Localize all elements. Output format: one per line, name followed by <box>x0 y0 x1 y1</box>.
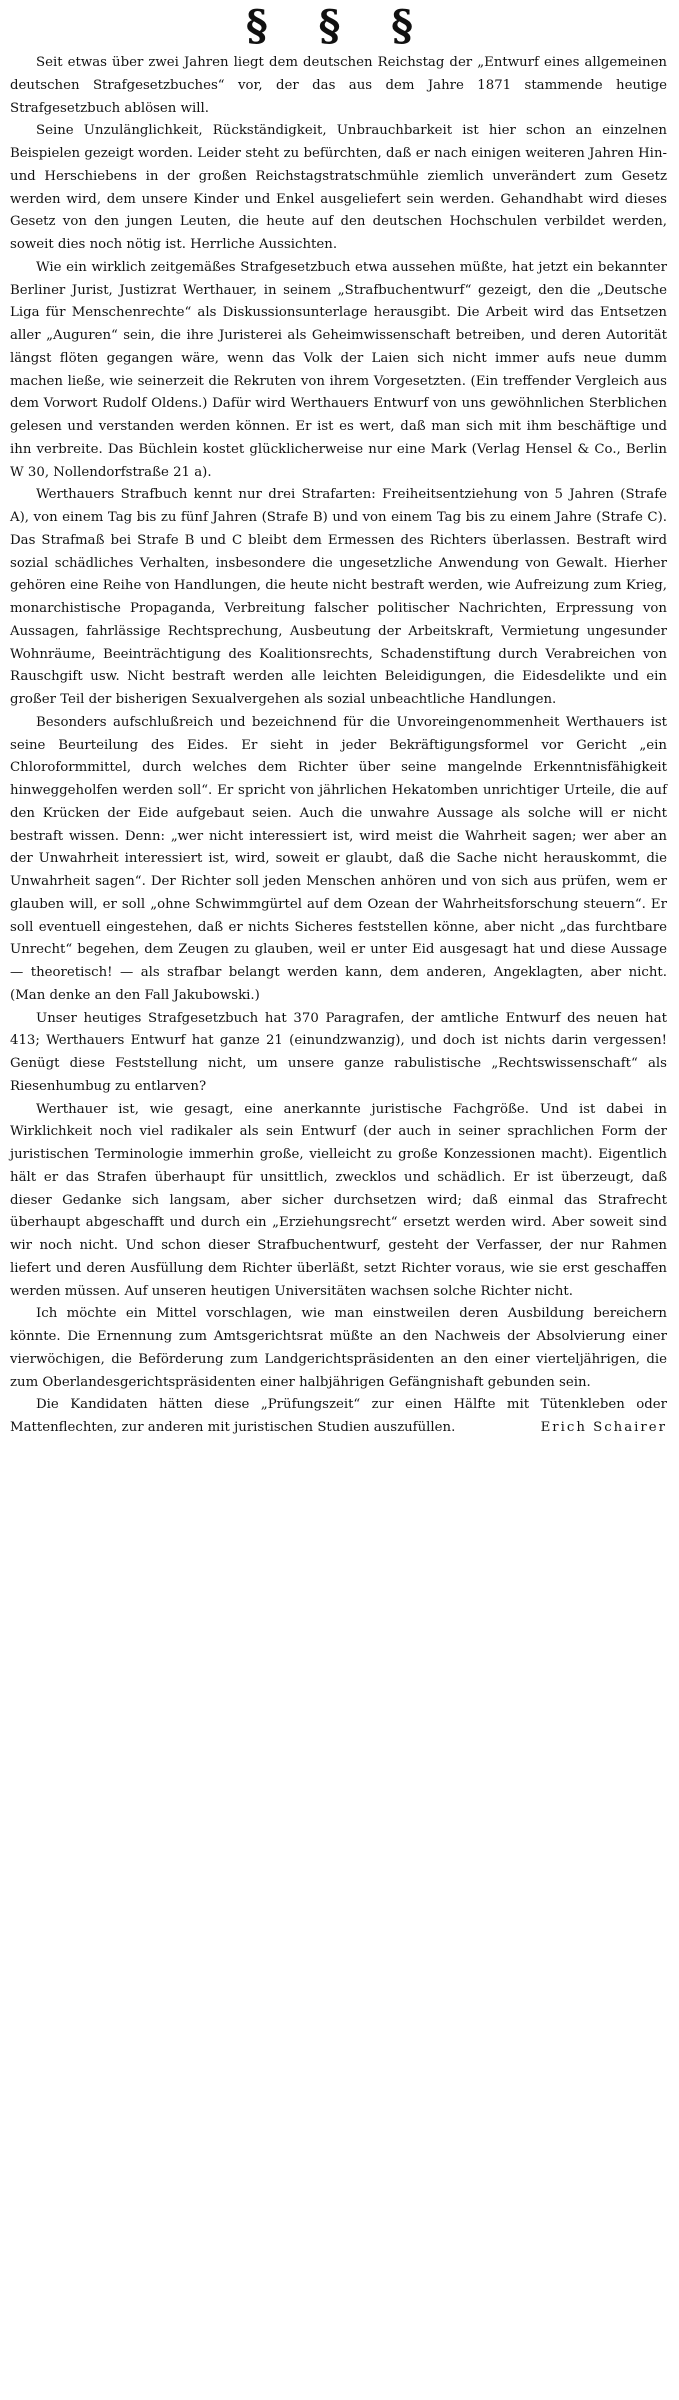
paragraph-closing <box>10 1394 667 1440</box>
closing-text: Die Kandidaten hätten diese „Prüfungszeit“ zur einen Hälfte mit Tütenkleben oder Mattenflechten, zur anderen mit juristischen Studien auszufüllen. <box>10 1397 667 1435</box>
paragraph-intro: Seit etwas über zwei Jahren liegt dem deutschen Reichstag der „Entwurf eines allgemeinen deutschen Strafgesetzbuches“ vor, der das aus dem Jahre 1871 stammende heutige Strafgesetzbuch ablösen will. <box>10 55 667 116</box>
paragraph-werthauer-draft: Wie ein wirklich zeitgemäßes Strafgesetzbuch etwa aussehen müßte, hat jetzt ein bekannter Berliner Jurist, Justizrat Werthauer, in seinem „Strafbuchentwurf“ gezeigt, den die „Deutsche Liga für Menschenrechte“ als Diskussionsunterlage herausgibt. Die Arbeit wird das Entsetzen aller „Auguren“ sein, die ihre Juristerei als Geheimwissenschaft betreiben, und deren Autorität längst flöten gegangen wäre, wenn das Volk der Laien sich nicht immer aufs neue dumm machen ließe, wie seinerzeit die Rekruten von ihrem Vorgesetzten. (Ein treffender Vergleich aus dem Vorwort Rudolf Oldens.) Dafür wird Werthauers Entwurf von uns gewöhnlichen Sterblichen gelesen und verstanden werden können. Er ist es wert, daß man sich mit ihm beschäftige und ihn verbreite. Das Büchlein kostet glücklicherweise nur eine Mark (Verlag Hensel & Co., Berlin W 30, Nollendorfstraße 21 a). <box>10 259 667 480</box>
paragraph-paragraph-count: Unser heutiges Strafgesetzbuch hat 370 Paragrafen, der amtliche Entwurf des neuen hat 413; Werthauers Entwurf hat ganze 21 (einundzwanzig), und doch ist nichts darin vergessen! Genügt diese Feststellung nicht, um unsere ganze rabulistische „Rechtswissenschaft“ als Riesenhumbug zu entlarven? <box>10 1010 667 1094</box>
author-signature: Erich Schairer <box>540 1420 667 1435</box>
paragraph-radical-view: Werthauer ist, wie gesagt, eine anerkannte juristische Fachgröße. Und ist dabei in Wirklichkeit noch viel radikaler als sein Entwurf (der auch in seiner sprachlichen Form der juristischen Terminologie immerhin große, vielleicht zu große Konzessionen macht). Eigentlich hält er das Strafen überhaupt für unsittlich, zwecklos und schädlich. Er ist überzeugt, daß dieser Gedanke sich langsam, aber sicher durchsetzen wird; daß einmal das Strafrecht überhaupt abgeschafft und durch ein „Erziehungsrecht“ ersetzt werden wird. Aber soweit sind wir noch nicht. Und schon dieser Strafbuchentwurf, gesteht der Verfasser, der nur Rahmen liefert und deren Ausfüllung dem Richter überläßt, setzt Richter voraus, wie sie erst geschaffen werden müssen. Auf unseren heutigen Universitäten wachsen solche Richter nicht. <box>10 1101 667 1299</box>
article-title: § § § <box>245 1 432 50</box>
paragraph-proposal: Ich möchte ein Mittel vorschlagen, wie man einstweilen deren Ausbildung bereichern könnte. Die Ernennung zum Amtsgerichtsrat müßte an den Nachweis der Absolvierung einer vierwöchigen, die Beförderung zum Landgerichtspräsidenten an den einer vierteljährigen, die zum Oberlandesgerichtspräsidenten einer halbjährigen Gefängnishaft gebunden sein. <box>10 1306 667 1390</box>
paragraph-penalty-types: Werthauers Strafbuch kennt nur drei Strafarten: Freiheitsentziehung von 5 Jahren (Strafe A), von einem Tag bis zu fünf Jahren (Strafe B) und von einem Tag bis zu einem Jahre (Strafe C). Das Strafmaß bei Strafe B und C bleibt dem Ermessen des Richters überlassen. Bestraft wird sozial schädliches Verhalten, insbesondere die ungesetzliche Anwendung von Gewalt. Hierher gehören eine Reihe von Handlungen, die heute nicht bestraft werden, wie Aufreizung zum Krieg, monarchistische Propaganda, Verbreitung falscher politischer Nachrichten, Erpressung von Aussagen, fahrlässige Rechtsprechung, Ausbeutung der Arbeitskraft, Vermietung ungesunder Wohnräume, Beeinträchtigung des Koalitionsrechts, Schadenstiftung durch Verabreichen von Rauschgift usw. Nicht bestraft werden alle leichten Beleidigungen, die Eidesdelikte und ein großer Teil der bisherigen Sexualvergehen als sozial unbeachtliche Handlungen. <box>10 487 667 707</box>
paragraph-shortcomings: Seine Unzulänglichkeit, Rückständigkeit, Unbrauchbarkeit ist hier schon an einzelnen Beispielen gezeigt worden. Leider steht zu befürchten, daß er nach einigen weiteren Jahren Hin- und Herschiebens in der großen Reichstagstratschmühle ziemlich unverändert zum Gesetz werden wird, dem unsere Kinder und Enkel ausgeliefert sein werden. Gehandhabt wird dieses Gesetz von den jungen Leuten, die heute auf den deutschen Hochschulen verbildet werden, soweit dies noch nötig ist. Herrliche Aussichten. <box>10 123 667 252</box>
paragraph-oath: Besonders aufschlußreich und bezeichnend für die Unvoreingenommenheit Werthauers ist seine Beurteilung des Eides. Er sieht in jeder Bekräftigungsformel vor Gericht „ein Chloroformmittel, durch welches dem Richter über seine mangelnde Erkenntnisfähigkeit hinweggeholfen werden soll“. Er spricht von jährlichen Hekatomben unrichtiger Urteile, die auf den Krücken der Eide aufgebaut seien. Auch die unwahre Aussage als solche will er nicht bestraft wissen. Denn: „wer nicht interessiert ist, wird meist die Wahrheit sagen; wer aber an der Unwahrheit interessiert ist, wird, soweit er glaubt, daß die Sache nicht herauskommt, die Unwahrheit sagen“. Der Richter soll jeden Menschen anhören und von sich aus prüfen, wem er glauben will, er soll „ohne Schwimmgürtel auf dem Ozean der Wahrheitsforschung steuern“. Er soll eventuell eingestehen, daß er nichts Sicheres feststellen könne, aber nicht „das furchtbare Unrecht“ begehen, dem Zeugen zu glauben, weil er unter Eid ausgesagt hat und diese Aussage — theoretisch! — als strafbar belangt werden kann, dem anderen, Angeklagten, aber nicht. (Man denke an den Fall Jakubowski.) <box>10 714 667 1003</box>
